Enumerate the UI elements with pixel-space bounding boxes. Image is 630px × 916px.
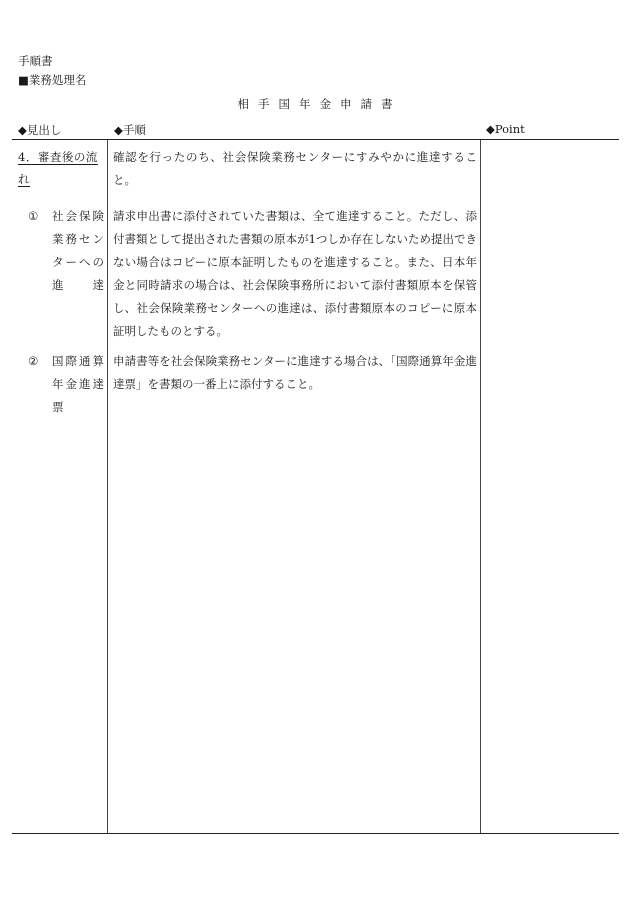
item-number-1: ① [28,209,39,223]
item-heading-text-2: 国際通算年金進達票 [52,354,104,414]
document-type-label: 手順書 [18,54,53,68]
section-heading: 4．審査後の流れ [18,150,98,186]
item-number-2: ② [28,354,39,368]
column-header-point: ◆Point [486,122,525,136]
item-procedure-text-2: 申請書等を社会保険業務センターに進達する場合は、「国際通算年金進達票」を書類の一番上に添付すること。 [113,354,477,391]
document-title: 相手国年金申請書 [237,97,402,111]
item-heading-text-1: 社会保険業務センターへの進達 [52,209,104,292]
item-procedure-text-1: 請求申出書に添付されていた書類は、全て進達すること。ただし、添付書類として提出された書類の原本が1つしか存在しないため提出できない場合はコピーに原本証明したものを進達すること。また、日本年金と同時請求の場合は、社会保険事務所において添付書類原本を保管し、社会保険業務センターへの進達は、添付書類原本のコピーに原本証明したものとする。 [113,209,477,338]
business-name-label: ■業務処理名 [18,73,87,87]
column-header-procedure: ◆手順 [114,123,146,137]
table-bottom-rule [12,833,619,834]
table-top-rule [12,139,619,140]
column-header-heading: ◆見出し [18,123,62,137]
column-divider-2 [480,140,481,834]
section-intro-text: 確認を行ったのち、社会保険業務センターにすみやかに進達すること。 [113,150,477,187]
column-divider-1 [107,140,108,834]
